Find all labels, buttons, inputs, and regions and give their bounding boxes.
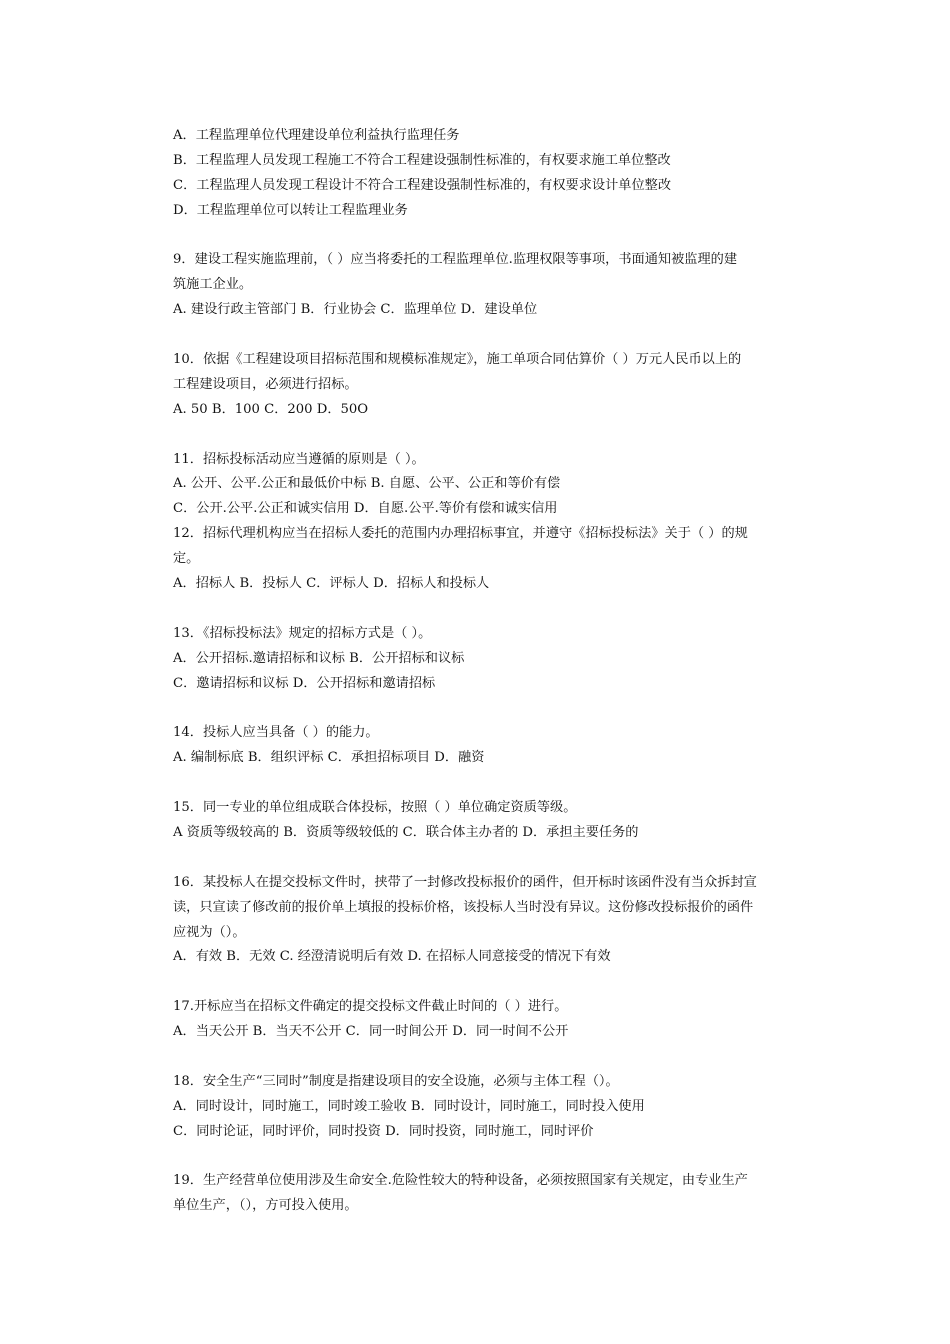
text-line: 11．招标投标活动应当遵循的原则是（ ）。	[173, 451, 425, 467]
text-line: A 资质等级较高的 B．资质等级较低的 C．联合体主办者的 D．承担主要任务的	[173, 824, 639, 840]
document-page	[173, 124, 813, 1219]
text-line: B．工程监理人员发现工程施工不符合工程建设强制性标准的，有权要求施工单位整改	[173, 152, 671, 168]
text-line: 13．《招标投标法》规定的招标方式是（ ）。	[173, 625, 432, 641]
paragraph-gap	[173, 1045, 813, 1070]
text-line: A．同时设计，同时施工，同时竣工验收 B．同时设计，同时施工，同时投入使用	[173, 1098, 645, 1114]
text-line: A．有效 B．无效 C. 经澄清说明后有效 D. 在招标人同意接受的情况下有效	[173, 949, 611, 965]
text-line: 16．某投标人在提交投标文件时，挟带了一封修改投标报价的函件，但开标时该函件没有当众拆封宣	[173, 874, 757, 890]
paragraph-gap	[173, 970, 813, 995]
text-line: C．工程监理人员发现工程设计不符合工程建设强制性标准的，有权要求设计单位整改	[173, 177, 672, 193]
text-line: 读，只宣读了修改前的报价单上填报的投标价格，该投标人当时没有异议。这份修改投标报价的函件	[173, 899, 754, 915]
text-line: A. 公开、公平.公正和最低价中标 B. 自愿、公平、公正和等价有偿	[173, 476, 561, 492]
text-line: A．工程监理单位代理建设单位利益执行监理任务	[173, 128, 460, 143]
paragraph-gap	[173, 846, 813, 871]
text-line: A. 编制标底 B．组织评标 C．承担招标项目 D．融资	[173, 750, 485, 766]
paragraph-gap	[173, 771, 813, 796]
paragraph-gap	[173, 597, 813, 622]
paragraph-gap	[173, 423, 813, 448]
text-line: 9．建设工程实施监理前，（ ）应当将委托的工程监理单位.监理权限等事项，书面通知被监理的建	[173, 252, 738, 268]
text-line: C．公开.公平.公正和诚实信用 D．自愿.公平.等价有偿和诚实信用	[173, 501, 558, 517]
text-line: 定。	[173, 551, 200, 567]
text-line: A．公开招标.邀请招标和议标 B．公开招标和议标	[173, 650, 465, 666]
text-line: 12．招标代理机构应当在招标人委托的范围内办理招标事宜，并遵守《招标投标法》关于（ ）的规	[173, 526, 748, 542]
text-line: 14．投标人应当具备（ ）的能力。	[173, 725, 379, 741]
paragraph-gap	[173, 323, 813, 348]
text-line: A. 建设行政主管部门 B．行业协会 C．监理单位 D．建设单位	[173, 302, 538, 318]
paragraph-gap	[173, 696, 813, 721]
text-line: A. 50 B．100 C．200 D．50O	[173, 401, 369, 417]
text-line: A．招标人 B．投标人 C．评标人 D．招标人和投标人	[173, 576, 490, 592]
paragraph-gap	[173, 1145, 813, 1170]
text-line: 19．生产经营单位使用涉及生命安全.危险性较大的特种设备，必须按照国家有关规定，由专业生产	[173, 1173, 748, 1189]
text-line: 17.开标应当在招标文件确定的提交投标文件截止时间的（ ）进行。	[173, 999, 568, 1015]
paragraph-gap	[173, 224, 813, 249]
text-line: 筑施工企业。	[173, 277, 253, 293]
text-line: A．当天公开 B．当天不公开 C．同一时间公开 D．同一时间不公开	[173, 1024, 569, 1040]
text-line: 10．依据《工程建设项目招标范围和规模标准规定》，施工单项合同估算价（ ）万元人民币以上的	[173, 352, 742, 368]
text-line: 18．安全生产“三同时”制度是指建设项目的安全设施，必须与主体工程（）。	[173, 1073, 619, 1089]
text-line: 工程建设项目，必须进行招标。	[173, 376, 358, 392]
text-line: 单位生产，（），方可投入使用。	[173, 1198, 358, 1214]
text-line: C．邀请招标和议标 D．公开招标和邀请招标	[173, 675, 436, 691]
text-line: D．工程监理单位可以转让工程监理业务	[173, 202, 408, 218]
text-line: 15．同一专业的单位组成联合体投标，按照（ ）单位确定资质等级。	[173, 800, 577, 816]
text-line: 应视为（）。	[173, 924, 246, 940]
text-line: C．同时论证，同时评价，同时投资 D．同时投资，同时施工，同时评价	[173, 1123, 594, 1139]
